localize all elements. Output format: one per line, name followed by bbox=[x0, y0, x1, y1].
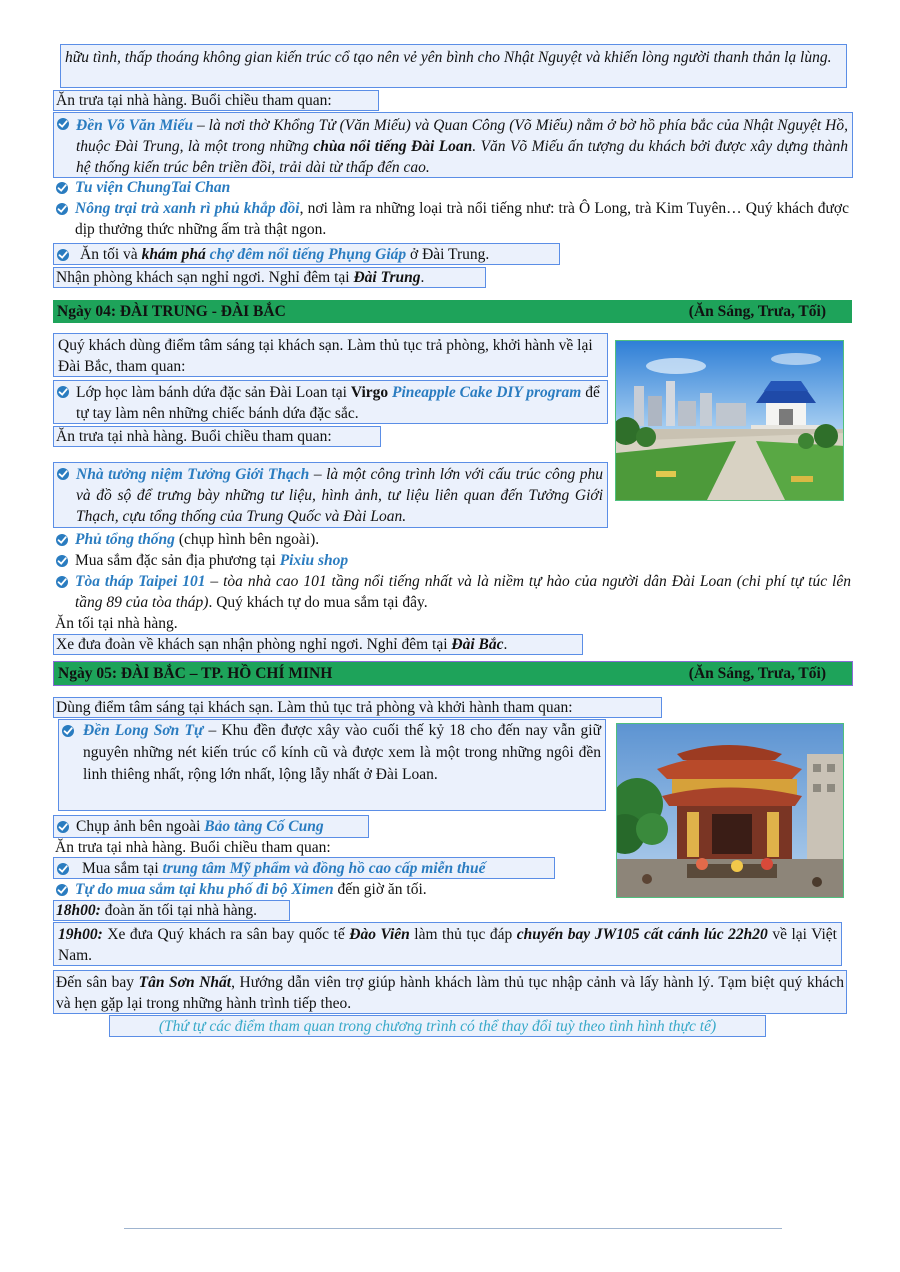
check-bullet-icon bbox=[55, 533, 69, 547]
check-bullet-icon bbox=[56, 385, 70, 399]
list-item-chungtai: Tu viện ChungTai Chan bbox=[53, 177, 853, 198]
day5-breakfast: Dùng điểm tâm sáng tại khách sạn. Làm thủ tục trả phòng và khởi hành tham quan: bbox=[53, 697, 662, 718]
day4-dinner: Ăn tối tại nhà hàng. bbox=[55, 615, 178, 632]
list-item-longshan-temple: Đền Long Sơn Tự – Khu đền được xây vào cuối thế kỷ 18 cho đến nay vẫn giữ nguyên những nét kiến trúc cổ kính cũ và được xem là một trong những ngôi đền linh thiêng nhất, rộng lớn nhất, lộng lẫy nhất ở Đài Loan. bbox=[58, 719, 606, 811]
list-item-presidential-office: Phủ tổng thống (chụp hình bên ngoài). bbox=[53, 529, 613, 550]
check-bullet-icon bbox=[56, 820, 70, 834]
day4-header: Ngày 04: ĐÀI TRUNG - ĐÀI BẮC (Ăn Sáng, Trưa, Tối) bbox=[53, 300, 852, 323]
check-bullet-icon bbox=[56, 117, 70, 131]
itinerary-note: (Thứ tự các điểm tham quan trong chương trình có thể thay đổi tuỳ theo tình hình thực tế) bbox=[109, 1015, 766, 1037]
list-item-ximen: Tự do mua sắm tại khu phố đi bộ Ximen đến giờ ăn tối. bbox=[53, 879, 573, 900]
day5-arrival: Đến sân bay Tân Sơn Nhất, Hướng dẫn viên trợ giúp hành khách làm thủ tục nhập cảnh và lấy hành lý. Tạm biệt quý khách và hẹn gặp lại trong những hành trình tiếp theo. bbox=[53, 970, 847, 1014]
list-item-taipei-101: Tòa tháp Taipei 101 – tòa nhà cao 101 tầng nổi tiếng nhất và là niềm tự hào của người dân Đài Loan (chi phí tự túc lên tầng 89 của tòa tháp). Quý khách tự do mua sắm tại đây. bbox=[53, 571, 853, 613]
longshan-temple-photo bbox=[616, 723, 844, 898]
cks-memorial-photo bbox=[615, 340, 844, 501]
day5-lunch: Ăn trưa tại nhà hàng. Buổi chiều tham quan: bbox=[55, 839, 331, 856]
check-bullet-icon bbox=[55, 883, 69, 897]
day5-airport-transfer: 19h00: Xe đưa Quý khách ra sân bay quốc tế Đào Viên làm thủ tục đáp chuyến bay JW105 cất cánh lúc 22h20 về lại Việt Nam. bbox=[53, 922, 842, 966]
check-bullet-icon bbox=[55, 181, 69, 195]
check-bullet-icon bbox=[55, 575, 69, 589]
list-item-pixiu-shop: Mua sắm đặc sản địa phương tại Pixiu shop bbox=[53, 550, 613, 571]
check-bullet-icon bbox=[55, 202, 69, 216]
check-bullet-icon bbox=[55, 554, 69, 568]
intro-continuation: hữu tình, thấp thoáng không gian kiến trúc cổ tạo nên vẻ yên bình cho Nhật Nguyệt và khiến lòng người thanh thản lạ lùng. bbox=[60, 44, 847, 88]
list-item-duty-free: Mua sắm tại trung tâm Mỹ phẩm và đồng hồ cao cấp miễn thuế bbox=[53, 857, 555, 879]
list-item-tea-farm: Nông trại trà xanh rì phủ khắp đồi, nơi làm ra những loại trà nổi tiếng như: trà Ô Long, trà Kim Tuyên… Quý khách được dịp thưởng thức những ấm trà thật ngon. bbox=[53, 198, 853, 240]
list-item-palace-museum: Chụp ảnh bên ngoài Bảo tàng Cố Cung bbox=[53, 815, 369, 838]
list-item-vo-van-mieu: Đền Võ Văn Miếu – là nơi thờ Khổng Tử (Văn Miếu) và Quan Công (Võ Miếu) nằm ở bờ hồ phía bắc của Nhật Nguyệt Hồ, thuộc Đài Trung, là một trong những chùa nổi tiếng Đài Loan. Văn Võ Miếu ấn tượng du khách bởi được xây dựng thành hệ thống kiến trúc bên triền đồi, trải dài từ thấp đến cao. bbox=[53, 112, 853, 178]
day4-lunch: Ăn trưa tại nhà hàng. Buổi chiều tham quan: bbox=[53, 426, 381, 447]
day4-hotel: Xe đưa đoàn về khách sạn nhận phòng nghỉ ngơi. Nghỉ đêm tại Đài Bắc. bbox=[53, 634, 583, 655]
lunch-line-day3: Ăn trưa tại nhà hàng. Buổi chiều tham quan: bbox=[53, 90, 379, 111]
check-bullet-icon bbox=[56, 862, 70, 876]
day5-dinner-time: 18h00: đoàn ăn tối tại nhà hàng. bbox=[53, 900, 290, 921]
list-item-night-market: Ăn tối và khám phá chợ đêm nổi tiếng Phụng Giáp ở Đài Trung. bbox=[53, 243, 560, 265]
checkin-line-day3: Nhận phòng khách sạn nghỉ ngơi. Nghỉ đêm tại Đài Trung. bbox=[53, 267, 486, 288]
check-bullet-icon bbox=[56, 467, 70, 481]
day5-header: Ngày 05: ĐÀI BẮC – TP. HỒ CHÍ MINH (Ăn Sáng, Trưa, Tối) bbox=[54, 662, 852, 685]
day4-breakfast: Quý khách dùng điểm tâm sáng tại khách sạn. Làm thủ tục trả phòng, khởi hành về lại Đài Bắc, tham quan: bbox=[53, 333, 608, 377]
check-bullet-icon bbox=[56, 248, 70, 262]
footer-divider bbox=[124, 1228, 782, 1229]
list-item-pineapple-cake: Lớp học làm bánh dứa đặc sản Đài Loan tại Virgo Pineapple Cake DIY program để tự tay làm nên những chiếc bánh dứa đặc sắc. bbox=[53, 380, 608, 424]
check-bullet-icon bbox=[61, 724, 75, 738]
list-item-cks-memorial: Nhà tưởng niệm Tưởng Giới Thạch – là một công trình lớn với cấu trúc công phu và đồ sộ để trưng bày những tư liệu, hình ảnh, tư liệu liên quan đến Tưởng Giới Thạch, cựu tổng thống của Trung Quốc và Đài Loan. bbox=[53, 462, 608, 528]
